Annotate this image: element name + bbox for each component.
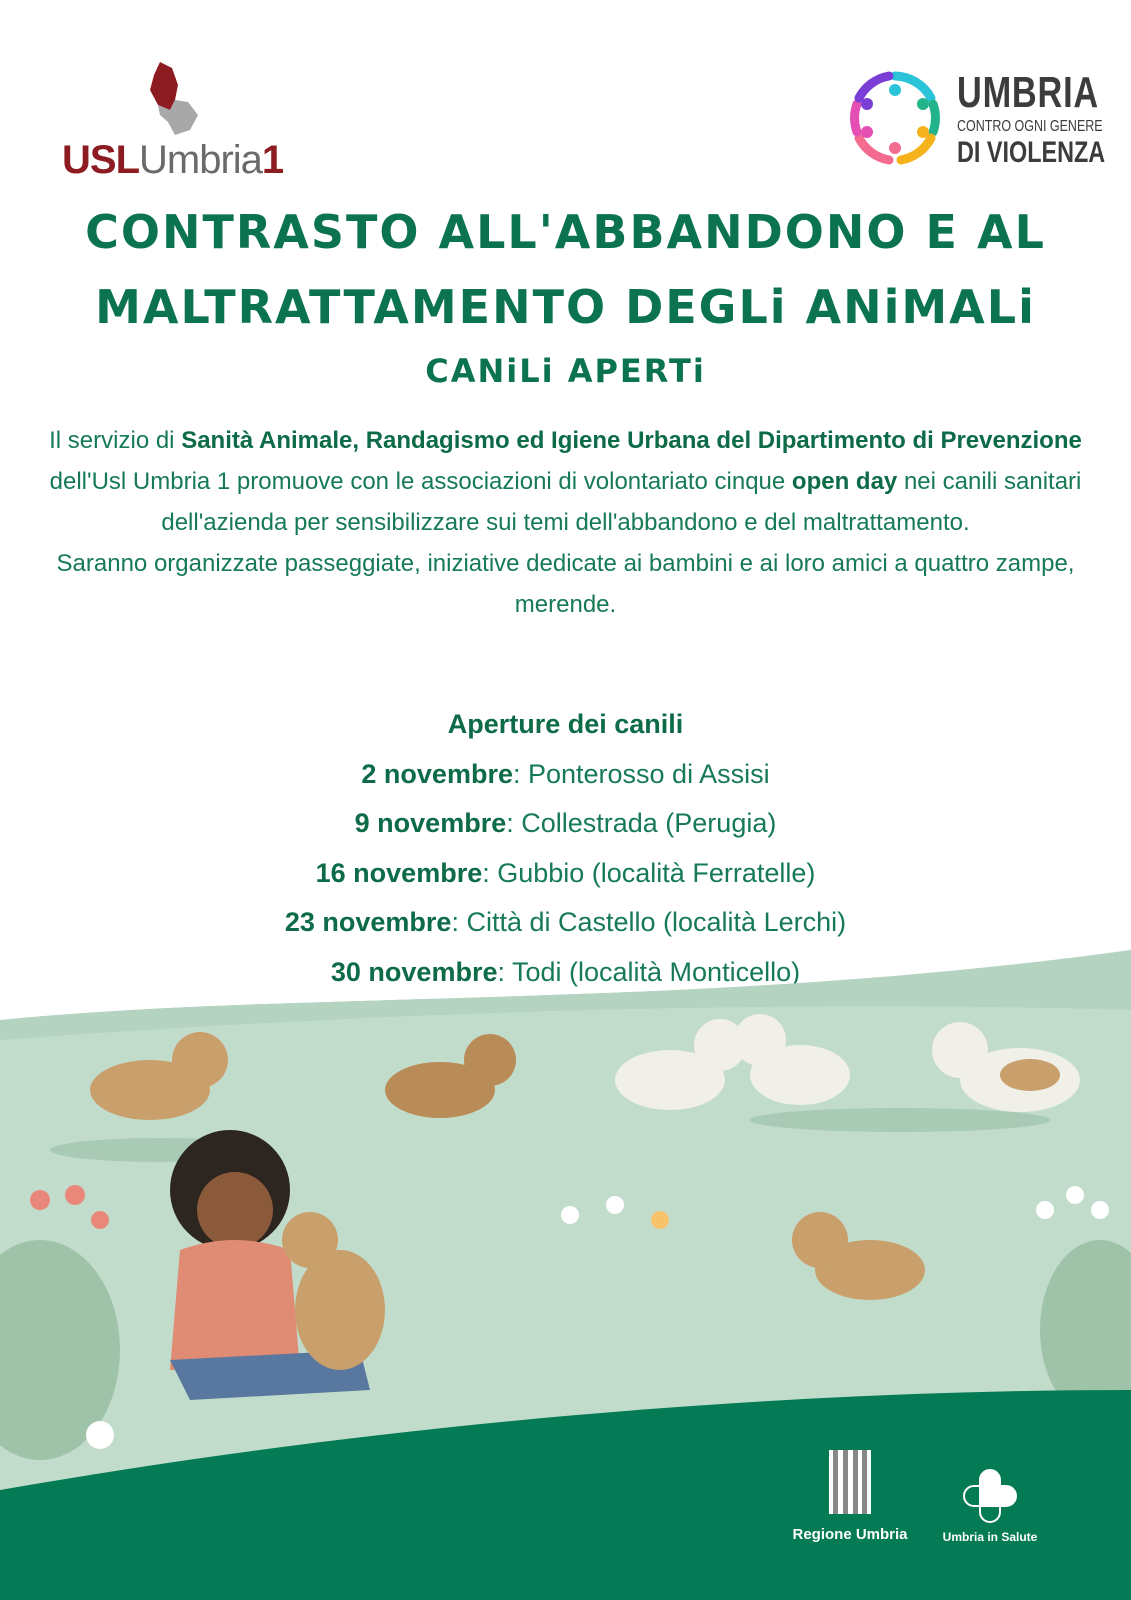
service-name: Sanità Animale, Randagismo ed Igiene Urbana del Dipartimento di Prevenzione <box>181 427 1082 454</box>
intro-text <box>20 420 1111 625</box>
place: : Città di Castello (località Lerchi) <box>451 907 847 937</box>
intro-paragraph-1 <box>20 420 1111 543</box>
umbria-contro-violenza-logo <box>845 68 1105 168</box>
title-line1: CONTRASTO ALL'ABBANDONO E AL <box>85 205 1046 259</box>
intro-paragraph-2: Saranno organizzate passeggiate, iniziative dedicate ai bambini e ai loro amici a quattro zampe, merende. <box>56 550 1075 618</box>
place: : Gubbio (località Ferratelle) <box>482 857 816 888</box>
usl-umbria1-logo <box>62 60 292 180</box>
usl-number: 1 <box>261 138 284 182</box>
open-day: open day <box>791 468 898 495</box>
place: : Todi (località Monticello) <box>497 956 801 987</box>
schedule-item <box>0 750 1131 800</box>
usl-bold: USL <box>62 138 139 182</box>
umbria-logo-line2: CONTRO OGNI GENERE <box>957 118 1103 135</box>
regione-umbria-logo <box>790 1450 910 1543</box>
date: 23 novembre <box>284 907 452 937</box>
regione-umbria-label: Regione Umbria <box>792 1526 908 1543</box>
text: dell'Usl Umbria 1 promuove con le associazioni di volontariato cinque <box>49 468 792 495</box>
umbria-logo-line3: DI VIOLENZA <box>957 136 1106 169</box>
umbria-in-salute-label: Umbria in Salute <box>942 1530 1038 1544</box>
schedule-item <box>0 799 1131 849</box>
umbria-logo-line1: UMBRIA <box>957 68 1099 117</box>
health-cross-icon <box>962 1468 1018 1524</box>
text: Il servizio di <box>49 427 182 454</box>
schedule-item <box>0 898 1131 948</box>
footer-logos <box>790 1450 1090 1550</box>
date: 30 novembre <box>330 956 498 987</box>
date: 9 novembre <box>354 808 507 838</box>
subtitle: CANiLi APERTi <box>425 352 706 390</box>
schedule-heading: Aperture dei canili <box>447 709 684 739</box>
usl-rest: Umbria <box>139 138 262 182</box>
umbria-in-salute-logo <box>935 1468 1045 1544</box>
regione-columns-icon <box>829 1450 871 1514</box>
text: nei canili sanitari dell'azienda per sensibilizzare sui temi dell'abbandono e del maltrattamento. <box>161 468 1082 536</box>
place: : Collestrada (Perugia) <box>506 808 777 838</box>
umbria-map-icon <box>140 60 210 140</box>
date: 2 novembre <box>361 758 513 789</box>
title-line2: MALTRATTAMENTO DEGLi ANiMALi <box>95 280 1036 334</box>
circle-of-people-icon <box>845 68 945 168</box>
schedule-item <box>0 849 1131 899</box>
place: : Ponterosso di Assisi <box>512 758 770 789</box>
date: 16 novembre <box>315 857 483 888</box>
